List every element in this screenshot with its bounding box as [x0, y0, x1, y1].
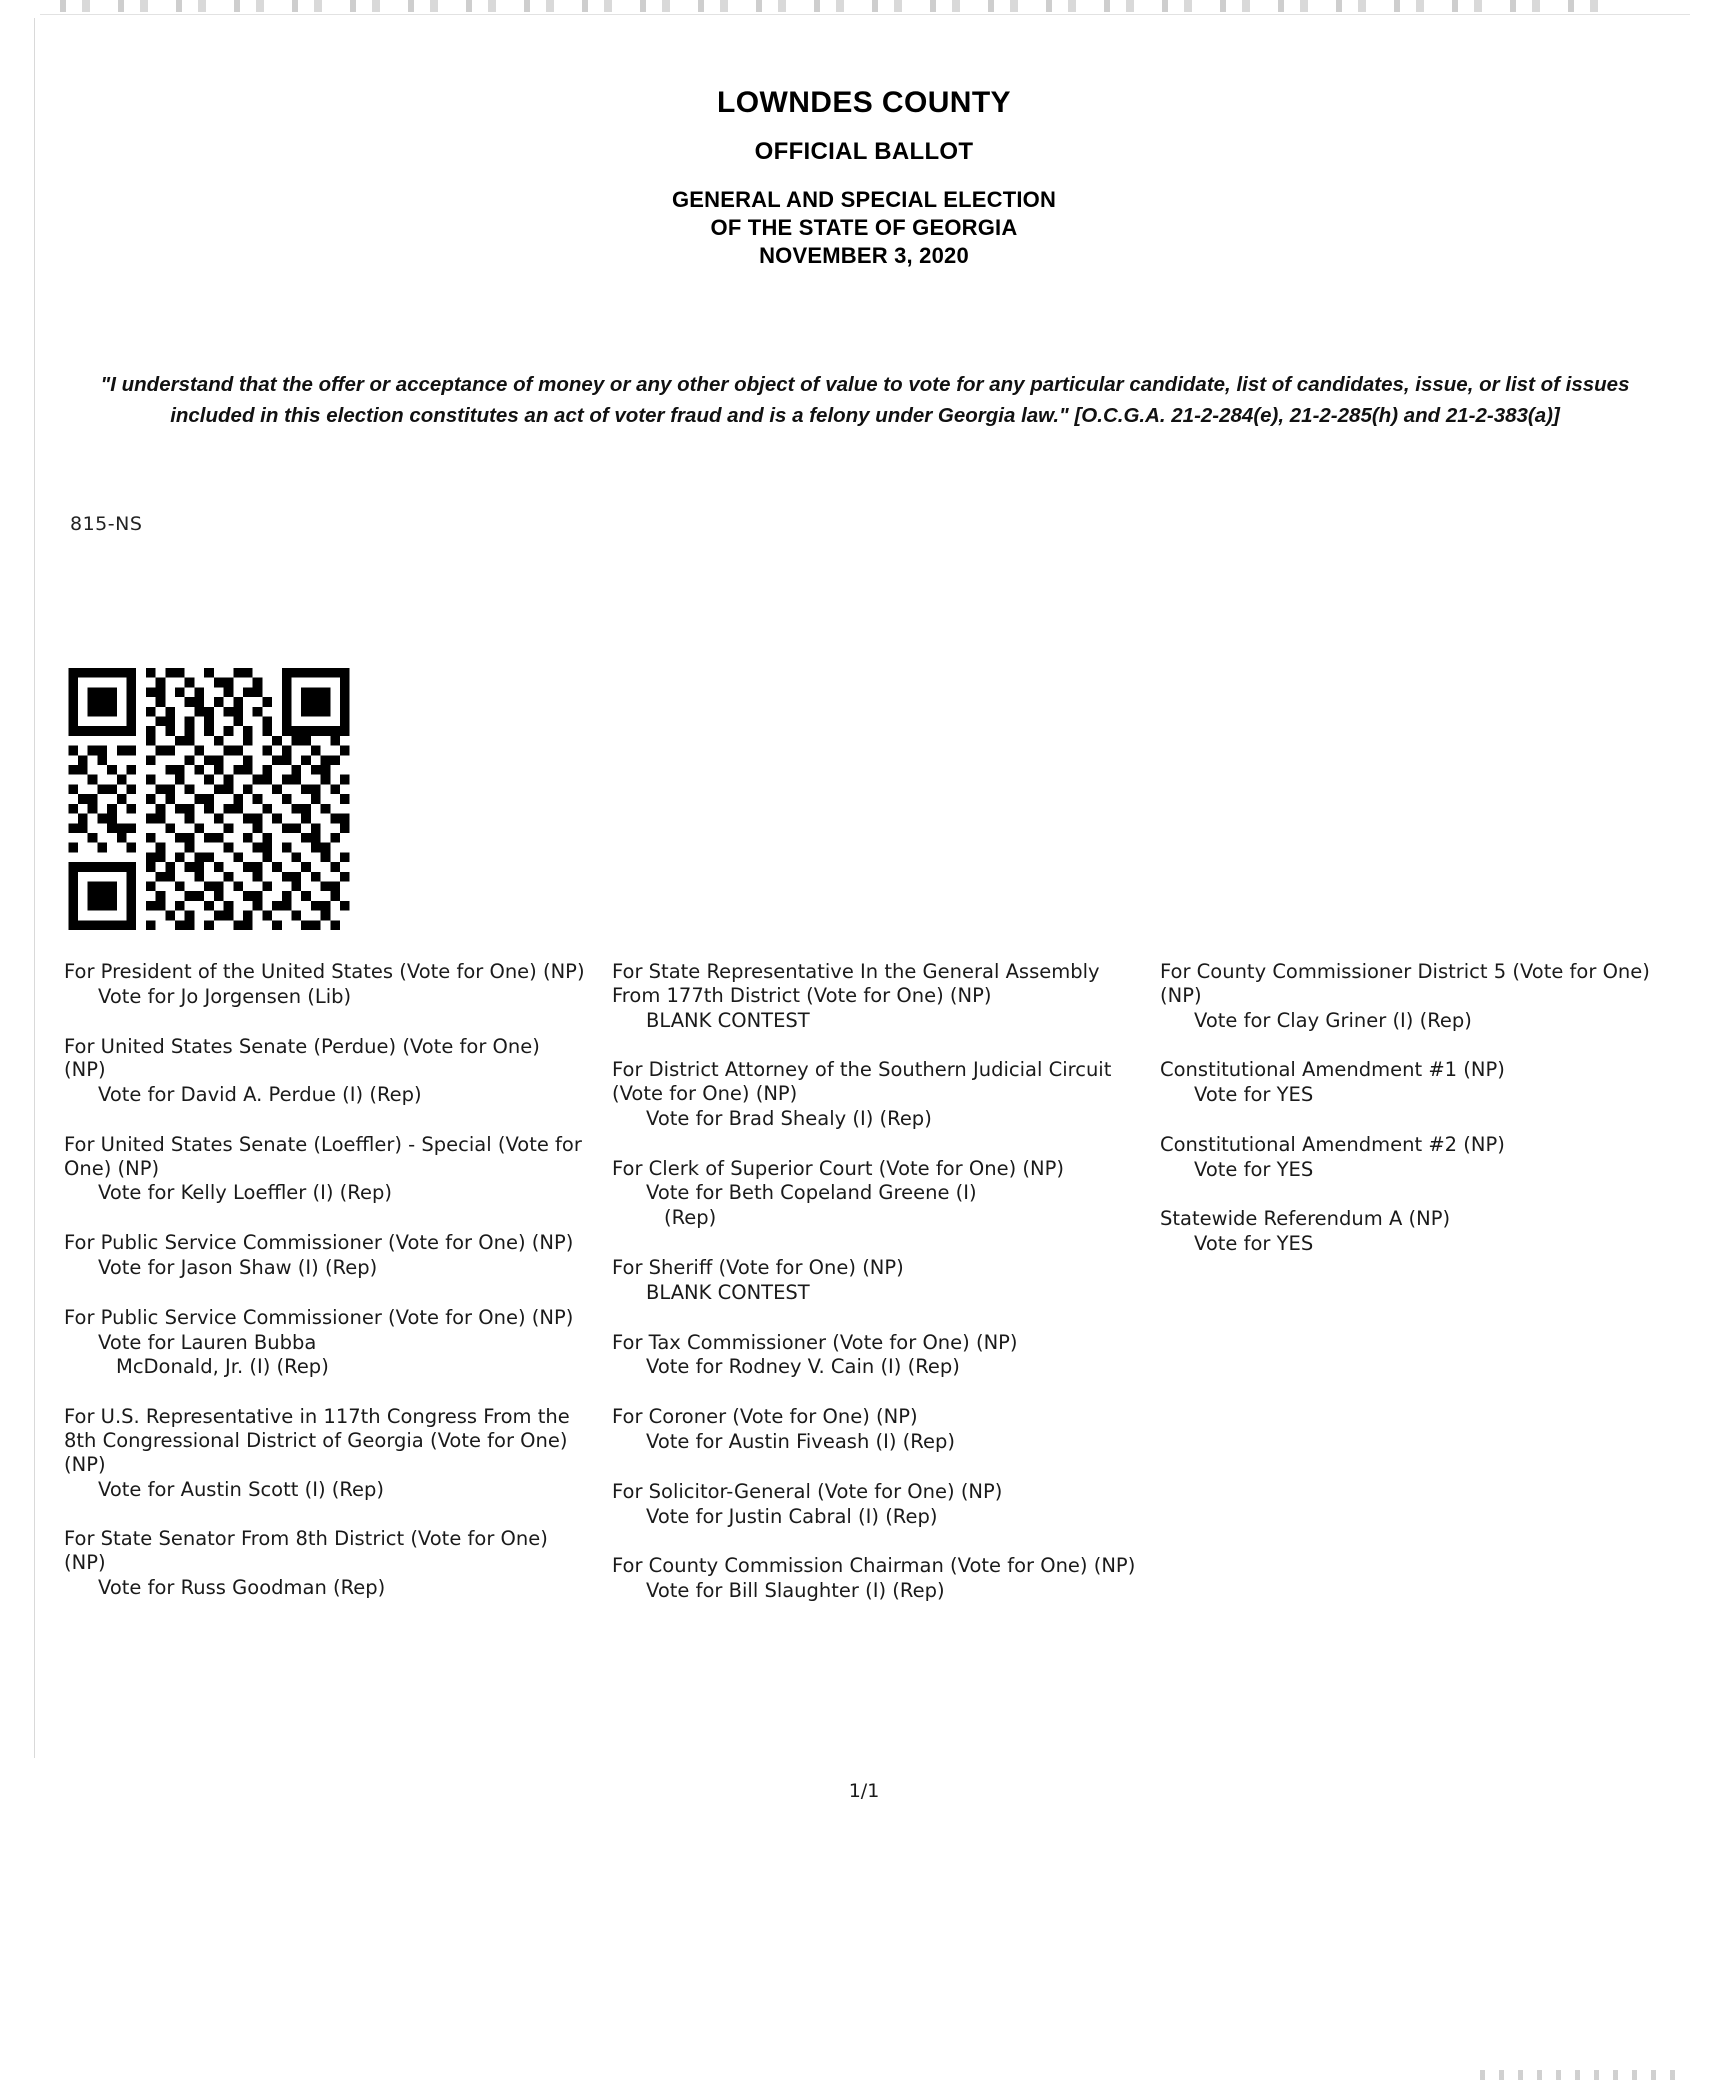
contest-block: [64, 1405, 586, 1501]
contest-block: [1160, 960, 1684, 1032]
contest-choice: Vote for Austin Fiveash (I) (Rep): [646, 1429, 955, 1453]
scan-artifact-top: [60, 0, 1620, 12]
contest-title: For Tax Commissioner (Vote for One) (NP): [612, 1330, 1018, 1354]
contest-choice: Vote for Clay Griner (I) (Rep): [1194, 1008, 1472, 1032]
contest-title: For Clerk of Superior Court (Vote for One) (NP): [612, 1156, 1064, 1180]
contest-block: [612, 960, 1136, 1032]
contest-choice: Vote for Jason Shaw (I) (Rep): [98, 1256, 378, 1280]
contest-title: For Public Service Commissioner (Vote for One) (NP): [64, 1305, 574, 1329]
contest-choice: Vote for David A. Perdue (I) (Rep): [98, 1083, 422, 1107]
contest-column-1: [64, 960, 612, 1626]
contest-choice: Vote for Jo Jorgensen (Lib): [98, 984, 352, 1008]
contest-choice: Vote for Kelly Loeffler (I) (Rep): [98, 1181, 392, 1205]
page-number: 1/1: [848, 1780, 880, 1802]
contest-title: For President of the United States (Vote for One) (NP): [64, 960, 585, 983]
contest-block: [612, 1480, 1136, 1529]
contest-title: For State Representative In the General Assembly From 177th District (Vote for One) (NP): [612, 960, 1100, 1007]
scan-edge-left: [34, 18, 35, 1758]
contest-columns: [64, 960, 1684, 1629]
contest-title: For County Commission Chairman (Vote for One) (NP): [612, 1554, 1136, 1578]
election-date: NOVEMBER 3, 2020: [759, 243, 969, 269]
contest-block: [612, 1058, 1136, 1130]
contest-title: For United States Senate (Perdue) (Vote for One) (NP): [64, 1034, 540, 1082]
contest-block: [612, 1256, 1136, 1305]
contest-choice: Vote for Lauren Bubba: [98, 1330, 317, 1354]
contest-block: [612, 1405, 1136, 1454]
contest-block: [612, 1331, 1136, 1380]
contest-choice: Vote for YES: [1194, 1157, 1314, 1181]
contest-title: For Sheriff (Vote for One) (NP): [612, 1256, 904, 1280]
official-ballot-title: OFFICIAL BALLOT: [754, 138, 974, 165]
contest-block: [1160, 1058, 1684, 1107]
contest-choice: (Rep): [664, 1206, 717, 1230]
contest-column-3: [1160, 960, 1684, 1282]
contest-title: For Coroner (Vote for One) (NP): [612, 1405, 918, 1429]
contest-choice: Vote for YES: [1194, 1083, 1314, 1107]
contest-column-2: [612, 960, 1160, 1629]
contest-choice: BLANK CONTEST: [646, 1280, 810, 1304]
scan-artifact-bottom: [1480, 2070, 1680, 2080]
contest-choice: BLANK CONTEST: [646, 1008, 810, 1032]
contest-block: [64, 1133, 586, 1205]
contest-title: For County Commissioner District 5 (Vote for One) (NP): [1160, 960, 1650, 1007]
contest-choice: Vote for Bill Slaughter (I) (Rep): [646, 1579, 945, 1603]
county-title: LOWNDES COUNTY: [717, 86, 1011, 119]
election-title-line2: OF THE STATE OF GEORGIA: [710, 215, 1018, 241]
contest-block: [64, 1035, 586, 1107]
contest-choice: Vote for Austin Scott (I) (Rep): [98, 1477, 385, 1501]
contest-title: For United States Senate (Loeffler) - Special (Vote for One) (NP): [64, 1132, 582, 1180]
qr-code: [68, 668, 350, 930]
contest-block: [64, 1306, 586, 1379]
precinct-code: 815-NS: [70, 513, 143, 535]
contest-block: [612, 1554, 1136, 1603]
voter-fraud-disclaimer: "I understand that the offer or acceptance of money or any other object of value to vote for any particular candidate, list of candidates, issue, or list of issues included in this election constitutes an act of voter fraud and is a felony under Georgia law." [O.C.G.A. 21-2-284(e), 21-2-285(h) and 21-2-383(a)]: [100, 373, 1630, 427]
contest-title: For Public Service Commissioner (Vote for One) (NP): [64, 1231, 574, 1255]
contest-title: For U.S. Representative in 117th Congress From the 8th Congressional District of Georgia (Vote for One) (NP): [64, 1405, 570, 1476]
contest-block: [1160, 1207, 1684, 1256]
contest-choice: Vote for Justin Cabral (I) (Rep): [646, 1504, 938, 1528]
contest-block: [64, 1527, 586, 1599]
contest-block: [1160, 1133, 1684, 1182]
contest-title: For State Senator From 8th District (Vote for One) (NP): [64, 1527, 548, 1575]
contest-choice: Vote for Rodney V. Cain (I) (Rep): [646, 1355, 960, 1379]
contest-choice: Vote for YES: [1194, 1232, 1314, 1256]
election-title: [64, 186, 1664, 270]
contest-title: Constitutional Amendment #2 (NP): [1160, 1132, 1505, 1156]
ballot-header: [64, 86, 1664, 270]
contest-title: For District Attorney of the Southern Judicial Circuit (Vote for One) (NP): [612, 1058, 1112, 1106]
contest-choice: McDonald, Jr. (I) (Rep): [116, 1355, 329, 1379]
contest-title: Constitutional Amendment #1 (NP): [1160, 1058, 1505, 1082]
contest-choice: Vote for Brad Shealy (I) (Rep): [646, 1106, 932, 1130]
contest-choice: Vote for Beth Copeland Greene (I): [646, 1181, 977, 1205]
contest-title: Statewide Referendum A (NP): [1160, 1207, 1451, 1231]
contest-block: [64, 1231, 586, 1280]
scan-edge-top: [40, 14, 1690, 15]
contest-title: For Solicitor-General (Vote for One) (NP): [612, 1479, 1003, 1503]
contest-choice: Vote for Russ Goodman (Rep): [98, 1575, 386, 1599]
contest-block: [612, 1157, 1136, 1230]
election-title-line1: GENERAL AND SPECIAL ELECTION: [671, 187, 1057, 212]
contest-block: [64, 960, 586, 1009]
